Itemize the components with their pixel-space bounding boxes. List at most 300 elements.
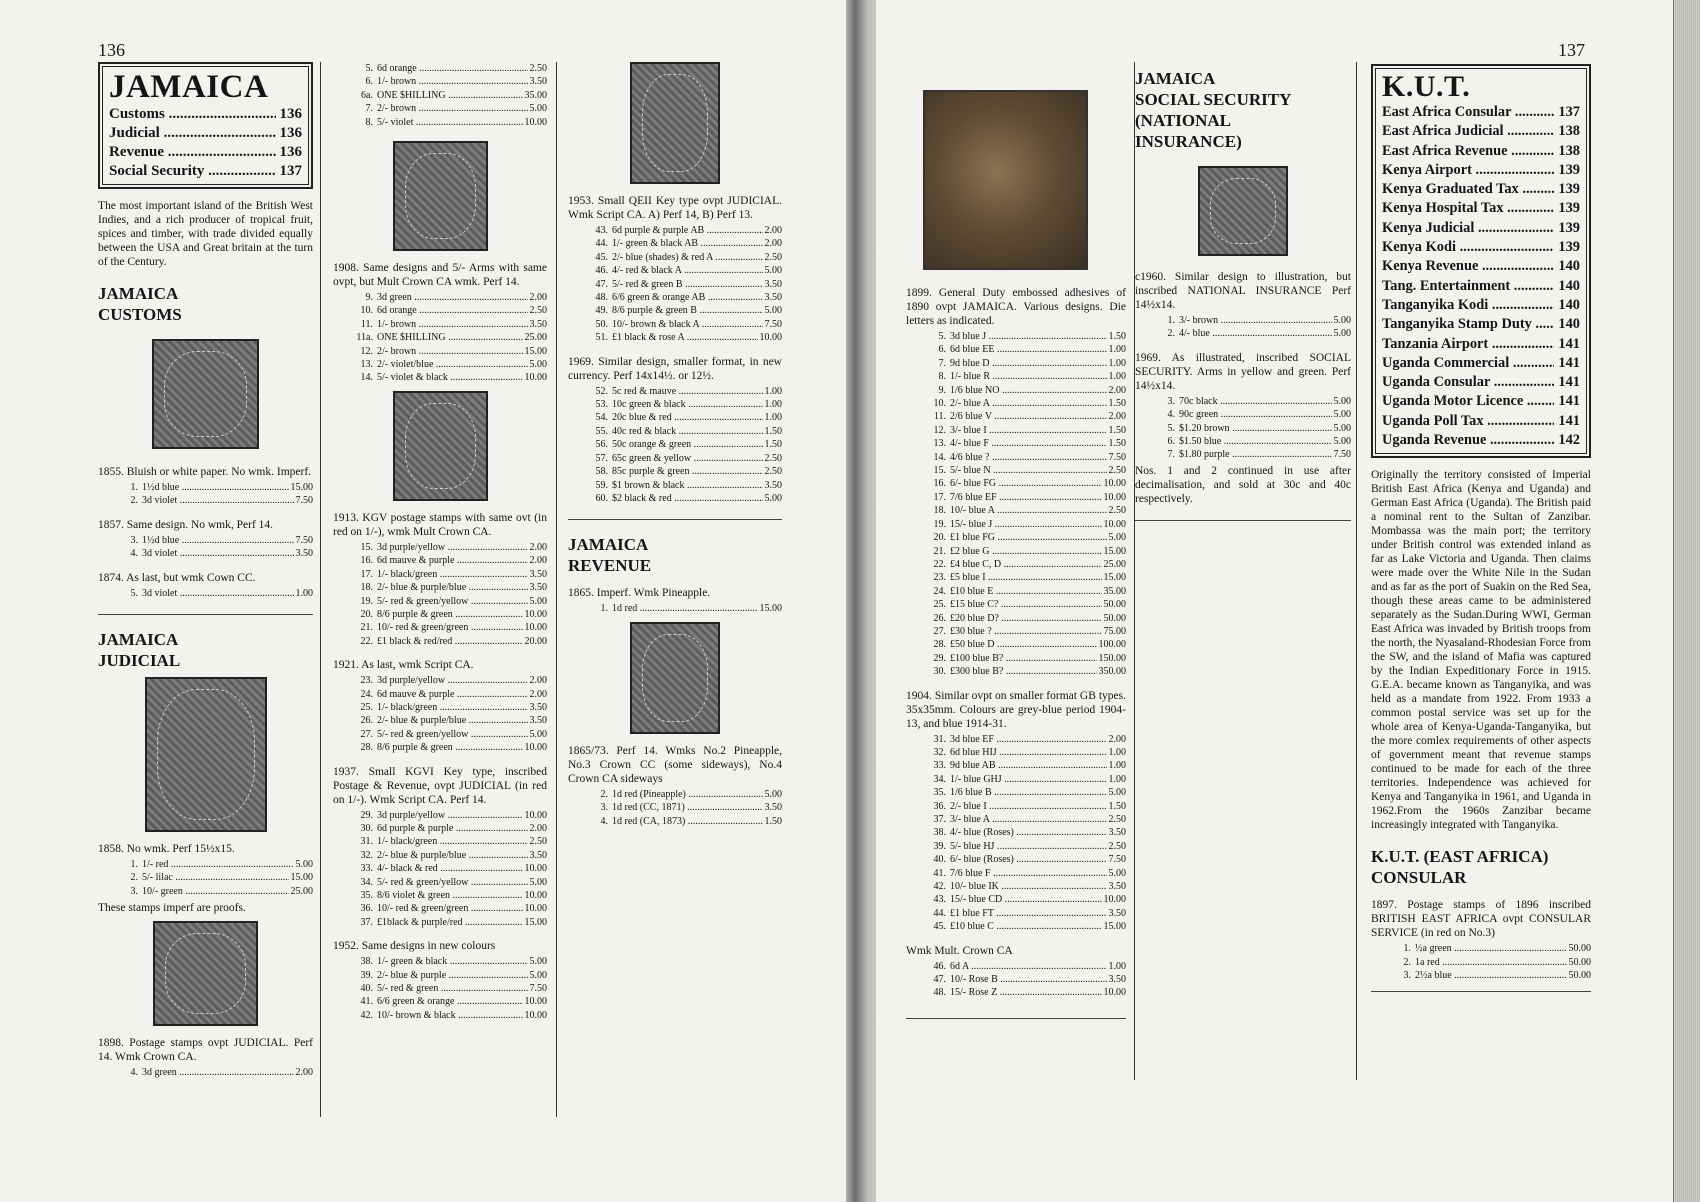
stamp-item [333, 581, 547, 594]
item-number: 27. [360, 728, 373, 740]
toc-entry[interactable] [1382, 103, 1580, 122]
item-number: 33. [933, 760, 946, 772]
toc-entry[interactable] [109, 162, 302, 181]
item-price: 7.50 [295, 495, 313, 507]
stamp-item [333, 916, 547, 929]
item-price: 15.00 [1103, 921, 1126, 933]
item-number: 4. [130, 548, 138, 560]
item-description: £15 blue C? ..... [950, 598, 1102, 611]
item-list [333, 809, 547, 930]
item-price: 1.50 [764, 425, 782, 437]
item-description: 1/- black/green ..... [377, 701, 528, 714]
item-description: 9d blue AB ..... [950, 759, 1107, 772]
item-price: 150.00 [1098, 652, 1126, 664]
item-price: 5.00 [764, 305, 782, 317]
item-number: 49. [595, 305, 608, 317]
item-number: 48. [933, 987, 946, 999]
stamp-item [98, 885, 313, 898]
stamp-item [906, 518, 1126, 531]
stamp-item [333, 304, 547, 317]
toc-entry[interactable] [1382, 335, 1580, 354]
heading-line: INSURANCE) [1135, 132, 1242, 151]
item-number: 43. [595, 225, 608, 236]
stamp-item [906, 867, 1126, 880]
item-number: 2. [1167, 328, 1175, 340]
item-description: £100 blue B? ..... [950, 652, 1097, 665]
stamp-item [333, 318, 547, 331]
toc-entry-page: 136 [279, 144, 302, 160]
item-number: 7. [1167, 449, 1175, 461]
item-description: 6/6 green & orange ..... [377, 995, 523, 1008]
stamp-item [333, 889, 547, 902]
item-price: 10.00 [524, 622, 547, 634]
item-price: 10.00 [524, 116, 547, 128]
stamp-item [906, 370, 1126, 383]
item-number: 34. [360, 876, 373, 888]
item-description: 3d violet ..... [142, 547, 294, 560]
item-description: 4/- blue F ..... [950, 437, 1107, 450]
group-description: 1937. Small KGVI Key type, inscribed Postage & Revenue, ovpt JUDICIAL (in red on 1/-). Wmk Script CA. Perf 14. [333, 765, 547, 806]
group-description: 1953. Small QEII Key type ovpt JUDICIAL. Wmk Script CA. A) Perf 14, B) Perf 13. [568, 195, 782, 221]
stamp-item [333, 1009, 547, 1022]
item-number: 60. [595, 492, 608, 504]
stamp-illustration [152, 339, 259, 449]
item-number: 11a. [356, 332, 373, 344]
item-number: 41. [360, 996, 373, 1008]
group-description: 1969. Similar design, smaller format, in new currency. Perf 14x14½. or 12½. [568, 355, 782, 382]
toc-entry[interactable] [1382, 277, 1580, 296]
item-description: 2/- blue & purple/blue ..... [377, 849, 528, 862]
stamp-item [333, 608, 547, 621]
item-price: 75.00 [1103, 625, 1126, 637]
toc-title: K.U.T. [1382, 70, 1471, 103]
toc-entry[interactable] [109, 105, 302, 124]
item-list [333, 674, 547, 754]
item-price: 10.00 [1103, 491, 1126, 503]
toc-entry-label: Tanganyika Stamp Duty ..... [1382, 315, 1554, 334]
item-description: 9d blue D ..... [950, 357, 1107, 370]
stamp-item [568, 425, 782, 438]
stamp-item [333, 568, 547, 581]
item-number: 57. [595, 452, 608, 464]
stamp-item [906, 960, 1126, 973]
stamp-item [906, 786, 1126, 799]
item-price: 10.00 [759, 332, 782, 344]
item-description: 8/6 purple & green ..... [377, 608, 523, 621]
item-list [333, 62, 547, 129]
item-number: 11. [360, 318, 373, 330]
group-description: c1960. Similar design to illustration, but inscribed NATIONAL INSURANCE Perf 14½x14. [1135, 271, 1351, 311]
toc-entry-label: Social Security ..... [109, 162, 276, 181]
item-price: 5.00 [764, 492, 782, 504]
item-description: £30 blue ? ..... [950, 625, 1102, 638]
stamp-item [1371, 956, 1591, 969]
item-number: 24. [360, 688, 373, 700]
toc-entry-page: 140 [1558, 316, 1580, 333]
item-price: 2.00 [529, 675, 547, 687]
item-number: 3. [600, 802, 608, 814]
item-price: 1.50 [1108, 800, 1126, 812]
group-description: 1921. As last, wmk Script CA. [333, 659, 474, 672]
toc-entry-page: 138 [1558, 123, 1580, 140]
item-description: 65c green & yellow ..... [612, 452, 763, 465]
item-price: 5.00 [1108, 787, 1126, 799]
stamp-item [568, 411, 782, 424]
stamp-item [333, 358, 547, 371]
item-number: 36. [933, 800, 946, 812]
item-number: 30. [360, 822, 373, 834]
stamp-item [568, 602, 782, 615]
item-number: 3. [130, 534, 138, 546]
item-description: 3d purple/yellow ..... [377, 809, 523, 822]
item-number: 26. [360, 715, 373, 727]
item-price: 2.00 [529, 555, 547, 567]
item-price: 10.00 [1103, 478, 1126, 490]
item-number: 37. [360, 916, 373, 928]
item-description: 3d purple/yellow ..... [377, 541, 528, 554]
stamp-item [906, 759, 1126, 772]
stamp-item [906, 437, 1126, 450]
item-price: 50.00 [1103, 599, 1126, 611]
item-number: 31. [360, 836, 373, 848]
stamp-item [1135, 327, 1351, 340]
section-rule [1371, 991, 1591, 992]
toc-entry[interactable] [109, 124, 302, 143]
item-description: 5/- violet & black ..... [377, 371, 523, 384]
item-list [1371, 942, 1591, 982]
item-description: 1/- green & black ..... [377, 955, 528, 968]
item-description: 2/- brown ..... [377, 345, 523, 358]
item-number: 5. [938, 331, 946, 342]
heading-line: CONSULAR [1371, 868, 1467, 888]
toc-entry-page: 141 [1558, 374, 1580, 391]
item-list [333, 955, 547, 1022]
column-divider [1356, 62, 1357, 1080]
page-number: 137 [1558, 40, 1585, 60]
stamp-item [906, 853, 1126, 866]
toc-entry[interactable] [109, 143, 302, 162]
item-number: 25. [360, 701, 373, 713]
item-price: 1.50 [1108, 424, 1126, 436]
stamp-item [906, 598, 1126, 611]
item-number: 15. [933, 465, 946, 477]
item-number: 19. [360, 595, 373, 607]
item-number: 12. [933, 424, 946, 436]
stamp-item [906, 410, 1126, 423]
item-price: 2.00 [1108, 733, 1126, 745]
stamp-item [906, 907, 1126, 920]
item-price: 1.00 [1108, 746, 1126, 758]
item-price: 2.00 [529, 541, 547, 553]
item-description: 3d green ..... [142, 1066, 294, 1079]
item-number: 33. [360, 863, 373, 875]
stamp-illustration [145, 677, 267, 832]
toc-entry[interactable] [1382, 257, 1580, 276]
item-number: 5. [130, 587, 138, 599]
item-price: 2.00 [529, 688, 547, 700]
item-description: 1/- blue R ..... [950, 370, 1107, 383]
item-description: 6/- blue (Roses) ..... [950, 853, 1107, 866]
item-description: 2/- blue & purple/blue ..... [377, 714, 528, 727]
item-price: 100.00 [1098, 639, 1126, 651]
item-price: 2.00 [295, 1067, 313, 1079]
toc-entry-label: Customs ..... [109, 105, 276, 124]
item-price: 10.00 [1103, 894, 1126, 906]
toc-entry-label: Kenya Kodi ..... [1382, 238, 1554, 257]
item-number: 44. [595, 238, 608, 250]
stamp-item [98, 547, 313, 560]
item-price: 2.50 [529, 63, 547, 74]
item-price: 10.00 [524, 809, 547, 821]
toc-entry-label: Uganda Poll Tax ..... [1382, 412, 1554, 431]
stamp-item [333, 102, 547, 115]
item-description: 8/6 violet & green ..... [377, 889, 523, 902]
toc-entry[interactable] [1382, 199, 1580, 218]
stamp-item [568, 788, 782, 801]
item-number: 2. [130, 495, 138, 507]
stamp-item [333, 595, 547, 608]
stamp-item [333, 75, 547, 88]
item-number: 13. [360, 359, 373, 371]
item-description: 15/- blue J ..... [950, 518, 1102, 531]
item-number: 11. [933, 411, 946, 423]
stamp-item [98, 534, 313, 547]
item-description: 5/- red & green B ..... [612, 278, 763, 291]
item-number: 18. [360, 582, 373, 594]
stamp-item [906, 746, 1126, 759]
item-description: 2/- blue (shades) & red A ..... [612, 251, 763, 264]
stamp-illustration [153, 921, 258, 1026]
heading-line: REVENUE [568, 556, 652, 576]
item-price: 2.00 [1108, 384, 1126, 396]
item-description: 10/- red & green/green ..... [377, 621, 523, 634]
toc-entry-page: 136 [279, 125, 302, 141]
item-price: 5.00 [529, 103, 547, 115]
heading-line: JAMAICA [568, 535, 649, 555]
item-price: 5.00 [529, 956, 547, 968]
toc-entry[interactable] [1382, 219, 1580, 238]
item-number: 28. [360, 742, 373, 754]
item-number: 21. [360, 622, 373, 634]
item-list [98, 481, 313, 508]
toc-entry[interactable] [1382, 354, 1580, 373]
toc-entry[interactable] [1382, 392, 1580, 411]
item-price: 5.00 [1333, 409, 1351, 421]
stamp-item [906, 973, 1126, 986]
stamp-item [333, 89, 547, 102]
item-number: 2. [1403, 956, 1411, 968]
item-description: 15/- Rose Z ..... [950, 986, 1102, 999]
item-number: 14. [360, 372, 373, 384]
item-description: 10/- Rose B ..... [950, 973, 1107, 986]
item-list [906, 960, 1126, 1000]
toc-entry[interactable] [1382, 296, 1580, 315]
item-description: 7/6 blue EF ..... [950, 491, 1102, 504]
item-price: 2.00 [764, 238, 782, 250]
group-description: 1908. Same designs and 5/- Arms with same ovpt, but Mult Crown CA wmk. Perf 14. [333, 262, 547, 289]
stamp-item [568, 278, 782, 291]
toc-entry[interactable] [1382, 180, 1580, 199]
item-description: 50c orange & green ..... [612, 438, 763, 451]
item-number: 50. [595, 318, 608, 330]
toc-entry[interactable] [1382, 142, 1580, 161]
item-price: 1.50 [764, 439, 782, 451]
stamp-item [906, 800, 1126, 813]
stamp-item [98, 481, 313, 494]
item-description: £1 blue FT ..... [950, 907, 1107, 920]
stamp-item [906, 625, 1126, 638]
item-description: £1black & purple/red ..... [377, 916, 523, 929]
item-number: 42. [360, 1009, 373, 1021]
item-description: 2/- violet/blue ..... [377, 358, 528, 371]
stamp-item [333, 291, 547, 304]
item-description: 15/- blue CD ..... [950, 893, 1102, 906]
stamp-item [98, 587, 313, 600]
item-description: 3d blue J ..... [950, 330, 1107, 343]
heading-line: JAMAICA [1135, 69, 1216, 88]
item-price: 2.00 [764, 225, 782, 236]
toc-entry[interactable] [1382, 373, 1580, 392]
item-description: £50 blue D ..... [950, 638, 1097, 651]
item-price: 1.00 [295, 587, 313, 599]
toc-entry[interactable] [1382, 238, 1580, 257]
group-description: 1874. As last, but wmk Cown CC. [98, 571, 256, 584]
toc-entry[interactable] [1382, 161, 1580, 180]
item-number: 17. [360, 568, 373, 580]
item-description: 5/- red & green/yellow ..... [377, 876, 528, 889]
stamp-item [333, 62, 547, 75]
stamp-item [1135, 408, 1351, 421]
toc-entry[interactable] [1382, 431, 1580, 450]
item-description: 70c black ..... [1179, 395, 1332, 408]
item-number: 8. [365, 116, 373, 128]
heading-line: SOCIAL SECURITY [1135, 90, 1292, 109]
item-price: 1.00 [764, 399, 782, 411]
item-description: 2/6 blue V ..... [950, 410, 1107, 423]
stamp-item [1135, 395, 1351, 408]
item-price: 3.50 [1108, 827, 1126, 839]
item-description: 2/- blue & purple ..... [377, 969, 528, 982]
stamp-item [906, 840, 1126, 853]
item-list [98, 587, 313, 600]
toc-entry-page: 137 [279, 163, 302, 179]
item-description: 5/- red & green/yellow ..... [377, 728, 528, 741]
item-price: 2.50 [1108, 840, 1126, 852]
item-price: 10.00 [524, 372, 547, 384]
item-price: 1.00 [1108, 371, 1126, 383]
item-number: 7. [365, 103, 373, 115]
item-description: 2/- blue A ..... [950, 397, 1107, 410]
item-number: 16. [360, 555, 373, 567]
stamp-item [98, 858, 313, 871]
stamp-item [568, 331, 782, 344]
item-price: 5.00 [1333, 315, 1351, 326]
group-description: 1904. Similar ovpt on smaller format GB types. 35x35mm. Colours are grey-blue period 1904-13, and blue 1914-31. [906, 689, 1126, 730]
item-number: 14. [933, 451, 946, 463]
stamp-item [1135, 435, 1351, 448]
stamp-item [906, 491, 1126, 504]
item-number: 1. [1403, 943, 1411, 955]
heading-line: JUDICIAL [98, 651, 181, 671]
stamp-item [568, 492, 782, 505]
item-price: 15.00 [524, 345, 547, 357]
item-description: $1.80 purple ..... [1179, 448, 1332, 461]
item-price: 15.00 [1103, 572, 1126, 584]
item-list [98, 858, 313, 898]
stamp-illustration [393, 141, 488, 251]
toc-entry-page: 138 [1558, 142, 1580, 159]
column-divider [556, 62, 557, 1117]
item-description: $1 brown & black ..... [612, 479, 763, 492]
item-price: 10.00 [524, 608, 547, 620]
item-number: 25. [933, 599, 946, 611]
intro-paragraph: The most important island of the British West Indies, and a rich producer of tropical fruit, spices and timber, with trade divided equally between the USA and Great britain at the turn of the Century. [98, 200, 313, 268]
stamp-item [333, 969, 547, 982]
item-description: ONE $HILLING ..... [377, 89, 523, 102]
item-price: 10.00 [524, 890, 547, 901]
stamp-item [333, 982, 547, 995]
item-description: 1/- brown ..... [377, 318, 528, 331]
item-description: 8/6 purple & green B ..... [612, 304, 763, 317]
item-description: 4/- blue (Roses) ..... [950, 826, 1107, 839]
stamp-item [906, 558, 1126, 571]
item-number: 20. [360, 608, 373, 620]
item-description: ½a green ..... [1415, 942, 1567, 955]
item-price: 7.50 [529, 983, 547, 995]
toc-entry-page: 141 [1558, 393, 1580, 410]
item-price: 50.00 [1568, 956, 1591, 968]
item-number: 32. [933, 746, 946, 758]
item-description: 3/- blue A ..... [950, 813, 1107, 826]
group-description: 1865. Imperf. Wmk Pineapple. [568, 587, 711, 600]
item-number: 17. [933, 491, 946, 503]
item-list [98, 1066, 313, 1079]
stamp-item [333, 995, 547, 1008]
stamp-item [568, 815, 782, 828]
jamaica-toc-box [98, 62, 313, 189]
item-number: 40. [933, 854, 946, 866]
stamp-item [906, 652, 1126, 665]
toc-entry[interactable] [1382, 412, 1580, 431]
item-number: 15. [360, 541, 373, 553]
stamp-item [568, 479, 782, 492]
stamp-item [906, 813, 1126, 826]
item-description: 6d mauve & purple ..... [377, 554, 528, 567]
item-description: 1/6 blue NO ..... [950, 384, 1107, 397]
item-price: 2.50 [764, 251, 782, 263]
item-number: 59. [595, 479, 608, 491]
toc-entry-label: Uganda Commercial ..... [1382, 354, 1554, 373]
toc-entry-page: 139 [1558, 181, 1580, 198]
toc-entry-label: Tanganyika Kodi ..... [1382, 296, 1554, 315]
item-number: 21. [933, 545, 946, 557]
toc-entry[interactable] [1382, 122, 1580, 141]
item-description: 4/6 blue ? ..... [950, 451, 1107, 464]
note: These stamps imperf are proofs. [98, 902, 246, 915]
item-price: 2.50 [529, 836, 547, 848]
item-description: 6d purple & purple AB ..... [612, 224, 763, 237]
item-price: 35.00 [1103, 585, 1126, 597]
stamp-item [98, 871, 313, 884]
stamp-item [333, 371, 547, 384]
toc-entry[interactable] [1382, 315, 1580, 334]
stamp-item [906, 343, 1126, 356]
item-price: 10.00 [524, 863, 547, 875]
item-number: 47. [933, 974, 946, 986]
item-description: 5/- red & green/yellow ..... [377, 595, 528, 608]
right-column-2 [1135, 68, 1351, 535]
item-price: 3.50 [764, 292, 782, 304]
